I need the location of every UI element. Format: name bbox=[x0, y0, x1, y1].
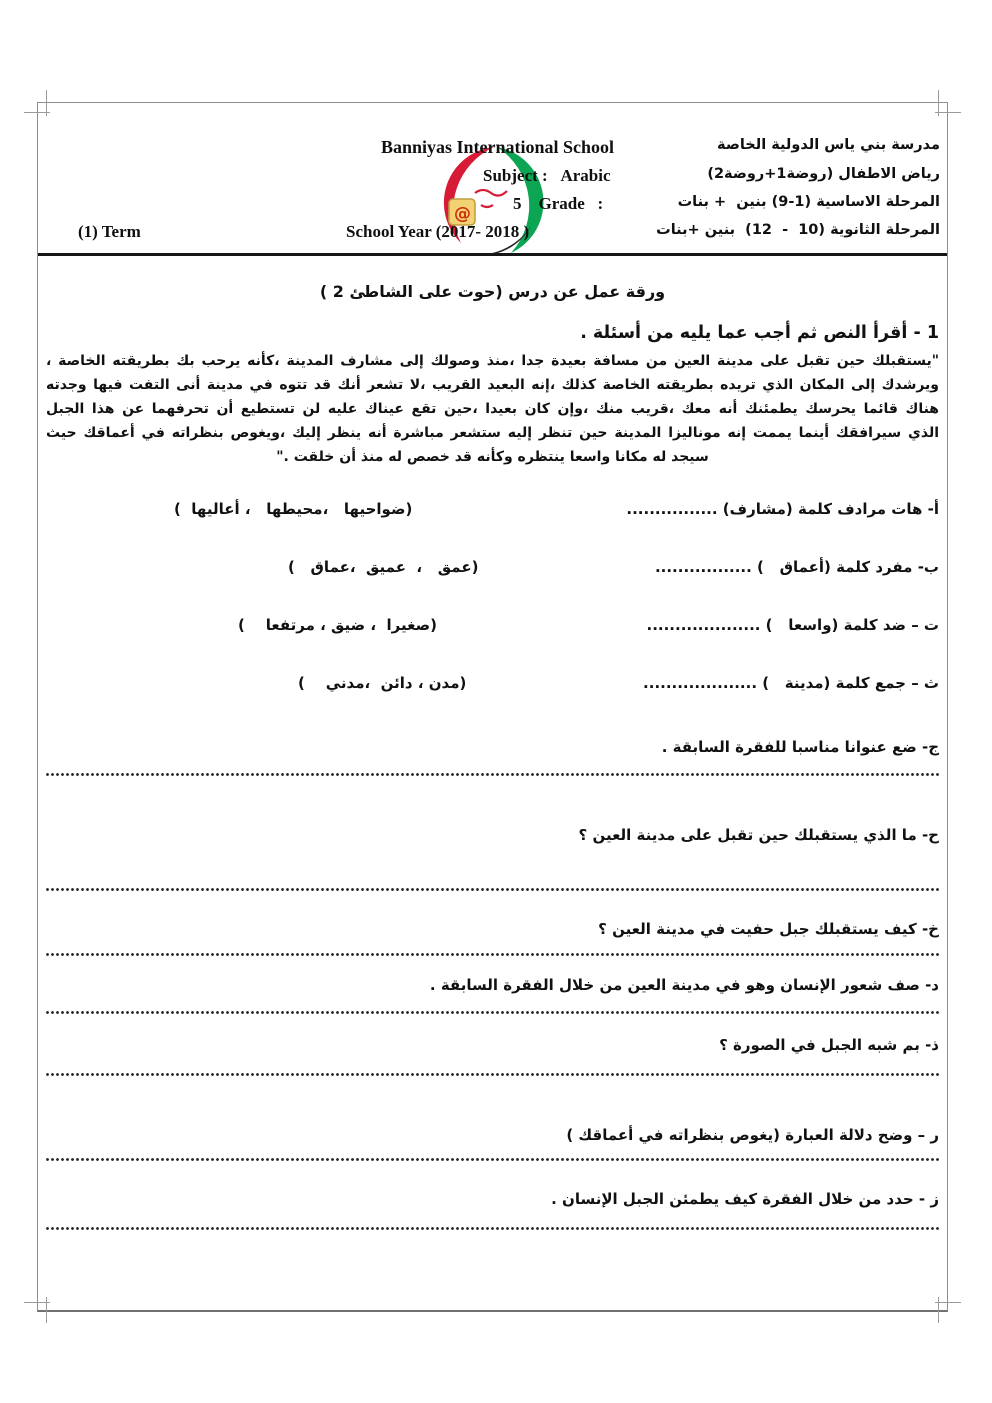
mcq-question: أ- هات مرادف كلمة (مشارف) ................ bbox=[626, 500, 939, 518]
worksheet-page bbox=[37, 102, 948, 1312]
question-text: د- صف شعور الإنسان وهو في مدينة العين من خلال الفقرة السابقة . bbox=[429, 976, 939, 994]
mcq-row bbox=[46, 555, 939, 579]
header-row-subject bbox=[38, 166, 947, 190]
reading-passage bbox=[46, 349, 939, 469]
school-year-label: School Year (2017- 2018 ) bbox=[346, 222, 530, 241]
answer-line bbox=[46, 773, 939, 776]
mcq-choices: (عمق ، عميق ،عماق ) bbox=[288, 558, 479, 576]
open-question bbox=[46, 917, 939, 956]
open-question bbox=[46, 973, 939, 1014]
worksheet-body bbox=[38, 282, 947, 1230]
crop-mark bbox=[938, 1297, 939, 1323]
subject-label: Subject : Arabic bbox=[483, 166, 611, 185]
mcq-row bbox=[46, 671, 939, 695]
kindergarten-stage-ar: رياض الاطفال (روضة1+روضة2) bbox=[707, 166, 940, 182]
question-text: ر – وضح دلالة العبارة (يغوص بنظراته في أعماقك ) bbox=[566, 1126, 939, 1144]
mcq-question: ب- مفرد كلمة (أعماق ) ................. bbox=[654, 558, 939, 576]
mcq-choices: (صغيرا ، ضيق ، مرتفعا ) bbox=[238, 616, 437, 634]
answer-line bbox=[46, 888, 939, 891]
school-name-ar: مدرسة بني ياس الدولية الخاصة bbox=[717, 137, 940, 153]
question-text: ح- ما الذي يستقبلك حين تقبل على مدينة العين ؟ bbox=[578, 826, 939, 844]
crop-mark bbox=[935, 1302, 961, 1303]
question-text: ز - حدد من خلال الفقرة كيف يطمئن الجبل الإنسان . bbox=[551, 1190, 939, 1208]
passage-line: سيجد له مكانا واسعا ينتظره وكأنه قد خصص له منذ أن خلقت ." bbox=[276, 449, 709, 465]
open-question bbox=[46, 1033, 939, 1076]
answer-line bbox=[46, 1011, 939, 1014]
worksheet-title: ورقة عمل عن درس (حوت على الشاطئ 2 ) bbox=[319, 282, 666, 301]
mcq-question: ث – جمع كلمة (مدينة ) .................... bbox=[643, 674, 939, 692]
answer-line bbox=[46, 1227, 939, 1230]
answer-line bbox=[46, 1158, 939, 1161]
question-text: ذ- بم شبه الجبل في الصورة ؟ bbox=[719, 1036, 939, 1054]
mcq-row bbox=[46, 613, 939, 637]
secondary-stage-ar: المرحلة الثانوية (10 - 12) بنين +بنات bbox=[656, 222, 940, 238]
basic-stage-ar: المرحلة الاساسية (1-9) بنين + بنات bbox=[677, 194, 940, 210]
mcq-choices: (ضواحيها ،محيطها ، أعاليها ) bbox=[174, 500, 413, 518]
at-icon: @ bbox=[454, 204, 471, 224]
passage-line: هناك قائما يحرسك يطمئنك أنه معك ،قريب منك ،وإن كان بعيدا ،حين تقع عيناك عليه لن تستطيع أن تحرفهما عن هذا الجبل bbox=[46, 401, 939, 417]
grade-label: 5 Grade : bbox=[513, 194, 604, 213]
passage-line: الذي سيرافقك أينما يممت إنه موناليزا المدينة حين تنظر إليه ستشعر مباشرة أنه ينظر إليك ،ويغوص بنظراته في أعماقك حيث bbox=[46, 425, 939, 441]
passage-line: ويرشدك إلى المكان الذي تريده بطريقته الخاصة كذلك ،إنه البعيد القريب ،لا تشعر أنك قد تتوه في مدينة أنى التفت فيها وجدته bbox=[46, 377, 939, 393]
header-row-grade bbox=[38, 194, 947, 218]
mcq-row bbox=[46, 497, 939, 521]
mcq-choices: (مدن ، دائن ،مدني ) bbox=[298, 674, 467, 692]
mcq-question: ت – ضد كلمة (واسعا ) .................... bbox=[646, 616, 939, 634]
question-text: ج- ضع عنوانا مناسبا للفقرة السابقة . bbox=[661, 738, 939, 756]
letterhead bbox=[38, 103, 947, 256]
answer-line bbox=[46, 1073, 939, 1076]
answer-line bbox=[46, 953, 939, 956]
header-row-school bbox=[38, 137, 947, 161]
section-instruction: 1 - أقرأ النص ثم أجب عما يليه من أسئلة . bbox=[580, 323, 939, 343]
header-row-term bbox=[38, 222, 947, 246]
crop-mark bbox=[46, 1297, 47, 1323]
question-text: خ- كيف يستقبلك جبل حفيت في مدينة العين ؟ bbox=[598, 920, 939, 938]
open-question bbox=[46, 735, 939, 776]
open-question bbox=[46, 1123, 939, 1161]
school-name-en: Banniyas International School bbox=[381, 137, 615, 157]
open-question bbox=[46, 1187, 939, 1230]
open-question bbox=[46, 823, 939, 891]
term-label: (1) Term bbox=[78, 222, 141, 241]
vocabulary-questions bbox=[46, 497, 939, 695]
crop-mark bbox=[24, 1302, 50, 1303]
passage-line: "يستقبلك حين تقبل على مدينة العين من مسافة بعيدة جدا ،منذ وصولك إلى مشارف المدينة ،كأنه يرحب بك بطريقته الخاصة ، bbox=[46, 353, 939, 369]
